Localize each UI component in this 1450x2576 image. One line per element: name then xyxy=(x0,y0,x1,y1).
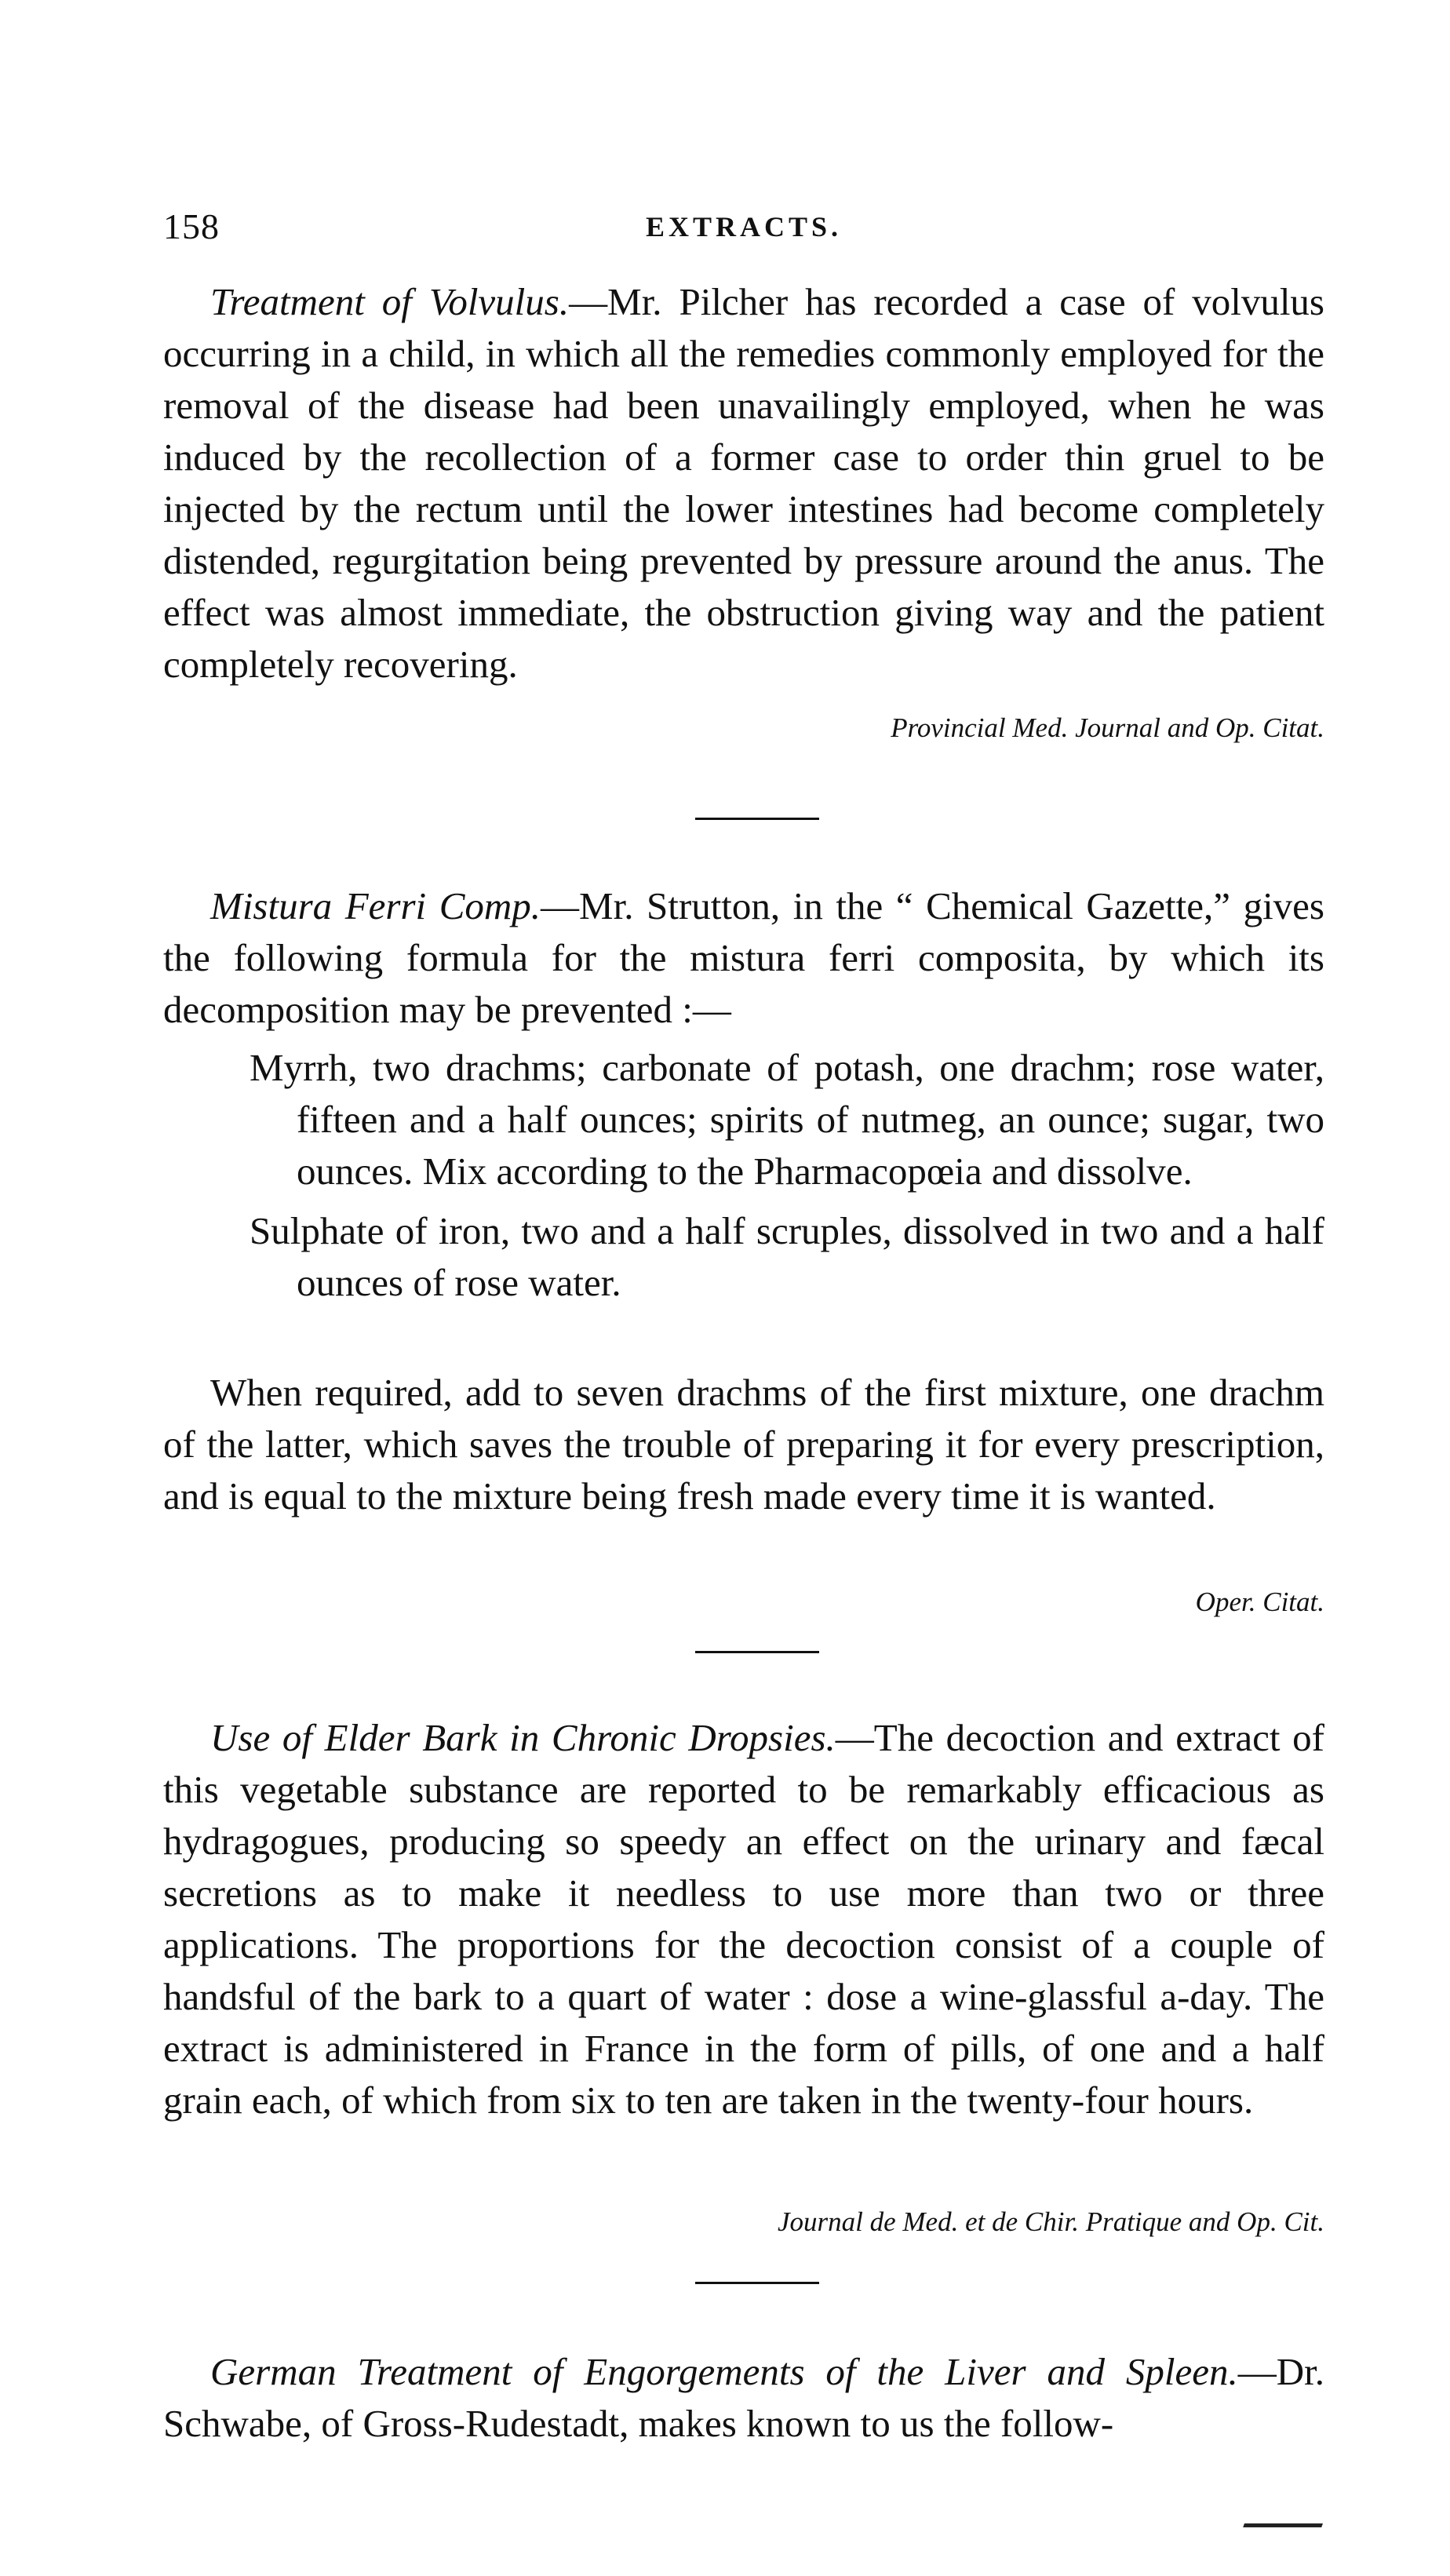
article-title: Use of Elder Bark in Chronic Dropsies. xyxy=(210,1716,836,1759)
section-divider xyxy=(695,1651,819,1653)
page-corner-mark xyxy=(1243,2511,1328,2527)
section-divider xyxy=(695,2282,819,2284)
article-paragraph xyxy=(163,880,1324,1036)
article-title: Mistura Ferri Comp. xyxy=(210,884,541,927)
article-paragraph xyxy=(163,1712,1324,2126)
article-body: —The decoction and extract of this vegetable substance are reported to be remarkably efficacious as hydragogues, producing so speedy an effect on the urinary and fæcal secretions as to make it needless to use more than two or three applications. The proportions for the decoction consist of a couple of handsful of the bark to a quart of water : dose a wine-glassful a-day. The extract is administered in France in the form of pills, of one and a half grain each, of which from six to ten are taken in the twenty-four hours. xyxy=(163,1716,1324,2122)
article-title: German Treatment of Engorgements of the Liver and Spleen. xyxy=(210,2350,1238,2393)
article-paragraph xyxy=(163,276,1324,690)
running-head: EXTRACTS. xyxy=(645,211,843,242)
recipe-item: Sulphate of iron, two and a half scruples, dissolved in two and a half ounces of rose water. xyxy=(250,1209,1324,1304)
article-source: Provincial Med. Journal and Op. Citat. xyxy=(891,712,1324,743)
article-source: Journal de Med. et de Chir. Pratique and Op. Cit. xyxy=(777,2206,1324,2237)
section-divider xyxy=(695,818,819,820)
recipe-block xyxy=(250,1042,1324,1309)
recipe-item: Myrrh, two drachms; carbonate of potash, one drachm; rose water, fifteen and a half ounces; spirits of nutmeg, an ounce; sugar, two ounces. Mix according to the Pharmacopœia and dissolve. xyxy=(250,1046,1324,1193)
article-body: —Mr. Strutton, in the “ Chemical Gazette,” gives the following formula for the mistura ferri composita, by which its decomposition may be prevented :— xyxy=(163,884,1324,1031)
article-body: —Dr. Schwabe, of Gross-Rudestadt, makes known to us the follow- xyxy=(163,2350,1324,2445)
article-paragraph: When required, add to seven drachms of the first mixture, one drachm of the latter, which saves the trouble of preparing it for every prescription, and is equal to the mixture being fresh made every time it is wanted. xyxy=(163,1371,1324,1518)
article-liver-spleen xyxy=(163,2346,1324,2450)
article-elder-bark xyxy=(163,1712,1324,2126)
article-title: Treatment of Volvulus. xyxy=(210,280,570,323)
article-source: Oper. Citat. xyxy=(1195,1587,1324,1617)
article-body: —Mr. Pilcher has recorded a case of volvulus occurring in a child, in which all the remedies commonly employed for the removal of the disease had been unavailingly employed, when he was induced by the recollection of a former case to order thin gruel to be injected by the rectum until the lower intestines had become completely distended, regurgitation being prevented by pressure around the anus. The effect was almost immediate, the obstruction giving way and the patient completely recovering. xyxy=(163,280,1324,686)
article-mistura-ferri xyxy=(163,880,1324,1036)
article-volvulus xyxy=(163,276,1324,690)
article-paragraph xyxy=(163,2346,1324,2450)
page-number: 158 xyxy=(163,206,220,246)
article-continuation xyxy=(163,1367,1324,1522)
page-header xyxy=(163,206,1324,253)
